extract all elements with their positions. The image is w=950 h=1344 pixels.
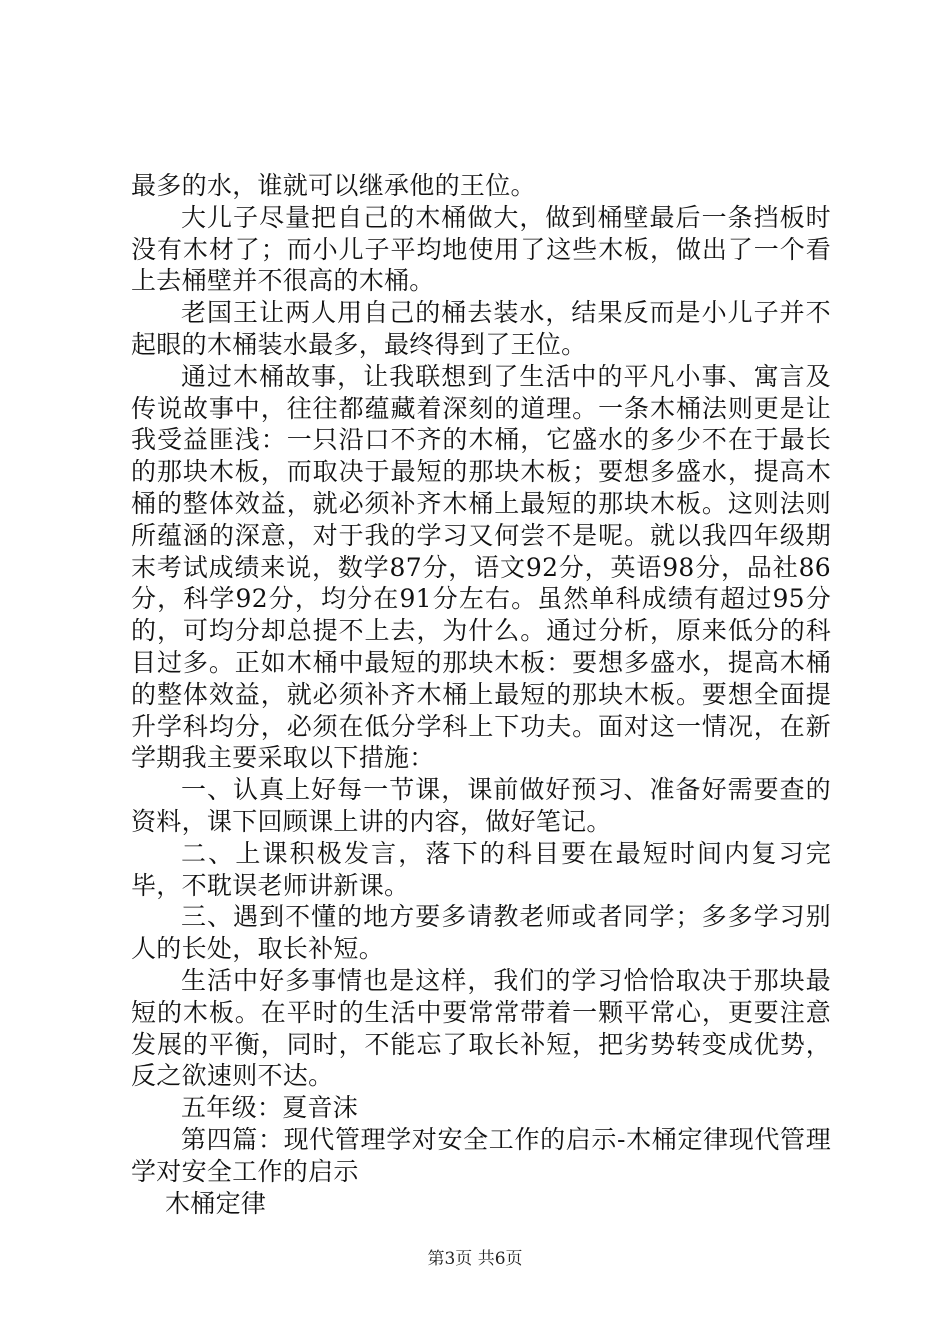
list-item-paragraph: 三、遇到不懂的地方要多请教老师或者同学；多多学习别人的长处，取长补短。 — [131, 902, 831, 964]
paragraph: 老国王让两人用自己的桶去装水，结果反而是小儿子并不起眼的木桶装水最多，最终得到了王位。 — [131, 298, 831, 359]
list-item-paragraph: 二、上课积极发言，落下的科目要在最短时间内复习完毕，不耽误老师讲新课。 — [131, 838, 831, 900]
list-item-paragraph: 一、认真上好每一节课，课前做好预习、准备好需要查的资料，课下回顾课上讲的内容，做好笔记。 — [131, 775, 831, 836]
paragraph: 最多的水，谁就可以继承他的王位。 — [131, 171, 536, 200]
paragraph: 大儿子尽量把自己的木桶做大，做到桶壁最后一条挡板时没有木材了；而小儿子平均地使用了这些木板，做出了一个看上去桶壁并不很高的木桶。 — [131, 202, 831, 296]
paragraph: 生活中好多事情也是这样，我们的学习恰恰取决于那块最短的木板。在平时的生活中要常常带着一颗平常心，更要注意发展的平衡，同时，不能忘了取长补短，把劣势转变成优势，反之欲速则不达。 — [131, 965, 831, 1091]
document-body — [131, 170, 831, 1219]
author-line: 五年级：夏音沫 — [181, 1093, 359, 1123]
page-number-label: 第3页 共6页 — [427, 1249, 523, 1269]
section-title: 第四篇：现代管理学对安全工作的启示-木桶定律现代管理学对安全工作的启示 — [131, 1124, 831, 1186]
page-footer — [0, 1244, 950, 1269]
section-heading: 木桶定律 — [165, 1188, 267, 1218]
paragraph: 通过木桶故事，让我联想到了生活中的平凡小事、寓言及传说故事中，往往都蕴藏着深刻的道理。一条木桶法则更是让我受益匪浅：一只沿口不齐的木桶，它盛水的多少不在于最长的那块木板，而取决于最短的那块木板；要想多盛水，提高木桶的整体效益，就必须补齐木桶上最短的那块木板。这则法则所蕴涵的深意，对于我的学习又何尝不是呢。就以我四年级期末考试成绩来说，数学87分，语文92分，英语98分，品社86分，科学92分，均分在91分左右。虽然单科成绩有超过95分的，可均分却总提不上去，为什么。通过分析，原来低分的科目过多。正如木桶中最短的那块木板：要想多盛水，提高木桶的整体效益，就必须补齐木桶上最短的那块木板。要想全面提升学科均分，必须在低分学科上下功夫。面对这一情况，在新学期我主要采取以下措施： — [131, 361, 831, 773]
